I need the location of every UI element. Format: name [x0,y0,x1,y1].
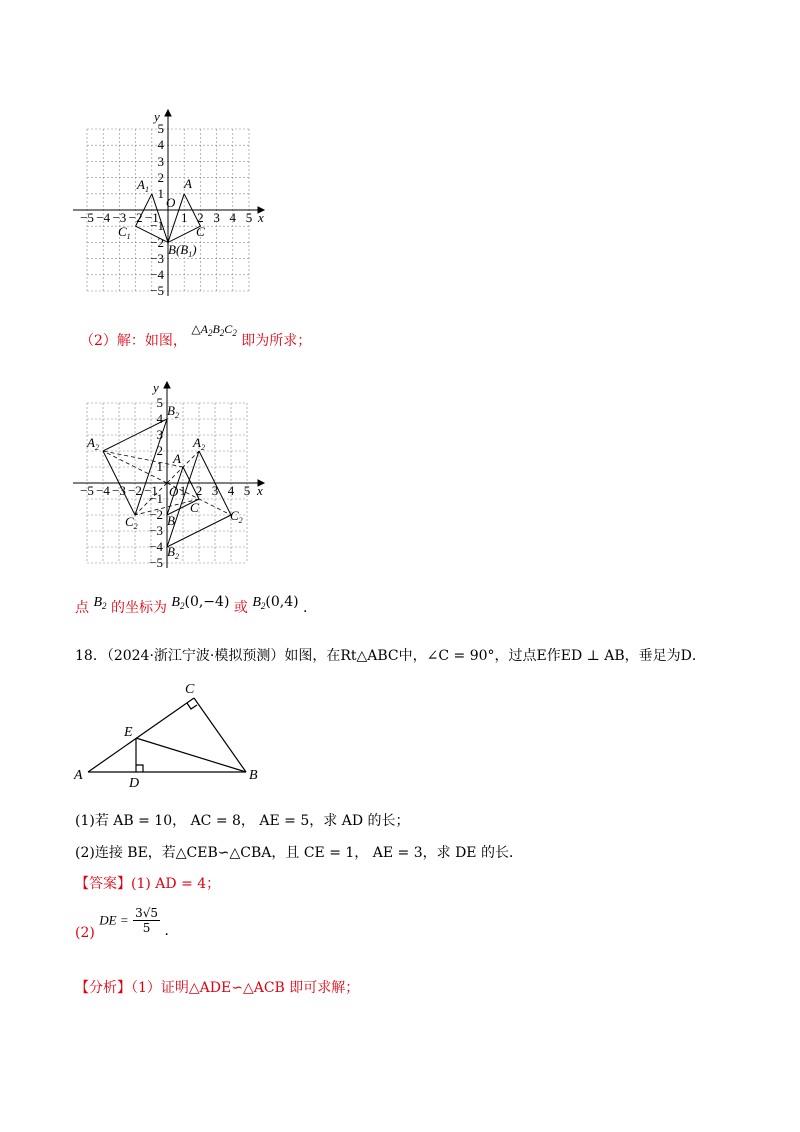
point-label-b: B [167,513,175,528]
axis-y-label: y [154,109,160,124]
answer-line-1 [75,874,220,894]
b2-symbol: $B_2$ [93,595,107,611]
tick-x: −3 [112,210,127,225]
tick-y: −4 [149,539,163,554]
b2-coordinate-line: 点 $B_2$ 的坐标为 $B_2(0,-4)$ 或 $B_2(0,4)$ . [75,594,308,616]
tick-y: 2 [156,443,163,458]
tick-x: 4 [229,210,237,225]
origin-label: O [169,484,179,499]
tick-y: 4 [156,411,163,426]
tick-y: 5 [157,121,164,136]
tick-y: −3 [149,523,163,538]
tick-x: 2 [197,210,204,225]
tick-x: −4 [96,210,111,225]
part2-line [80,322,312,355]
point-label-c2-left: $C_2$ [125,514,138,531]
sub-question-2: (2)连接 BE，若△CEB∽△CBA，且 CE = 1， AE = 3，求 DE 的长． [75,845,523,861]
point-label-c: C [196,224,205,239]
axis-x-label: x [258,210,264,225]
coordinate-graph-1 [70,108,270,300]
tick-y: −1 [150,218,164,233]
b2-coord-1: $B_2(0,-4)$ [171,594,230,611]
triangle-a2b2c2: $\triangle A_2B_2C_2$ [191,322,237,338]
fraction-3root5-over-5: $\frac{3√5}{5}$ [135,906,159,935]
part2-prefix: （2）解：如图， [80,333,187,349]
tick-x: 5 [243,483,251,498]
tick-x: 1 [179,483,187,498]
tick-x: 3 [211,483,219,498]
point-label-b2-bottom: $B_2$ [167,544,179,561]
tick-y: −1 [149,491,163,506]
point-label-a: A [173,451,181,466]
tick-y: 3 [156,427,163,442]
tick-x: −1 [144,210,159,225]
origin-label: O [166,195,176,210]
tick-x: −4 [96,483,110,498]
analysis-tag: 【分析】 [75,980,131,996]
b2-coord-2: $B_2(0,4)$ [252,594,299,611]
point-label-a2: $A_2$ [193,435,205,452]
tick-y: −3 [150,251,164,266]
tick-y: 1 [156,459,163,474]
part2-suffix: 即为所求； [241,333,312,349]
analysis-line [75,978,359,998]
axis-x-label: x [257,483,263,498]
point-label-a2-left: $A_2$ [87,435,99,452]
tick-y: 3 [157,154,164,169]
axis-y-label: y [153,380,159,395]
answer-tag: 【答案】 [75,876,131,892]
tick-y: −4 [150,267,164,282]
tick-x: 4 [227,483,235,498]
tick-x: −5 [80,483,94,498]
tick-x: −2 [128,210,143,225]
tick-y: 5 [156,395,163,410]
analysis-text: （1）证明△ADE∽△ACB 即可求解； [131,980,360,996]
answer-line-2: (2) DE = $\frac{3√5}{5}$ ． [75,906,179,941]
point-label-b: $B(B_1)$ [168,242,197,259]
point-label-c2-right: $C_2$ [230,508,243,525]
sub-question-1: (1)若 AB = 10， AC = 8， AE = 5，求 AD 的长； [75,813,410,829]
tick-x: 2 [195,483,203,498]
tick-y: 4 [157,137,164,152]
triangle-figure [70,676,270,788]
vertex-d: D [129,776,140,788]
de-label: DE = [99,912,129,928]
tick-x: 5 [245,210,253,225]
tick-x: −2 [128,483,142,498]
point-label-a1: $A_1$ [137,177,149,194]
point-label-c: C [190,500,199,515]
tick-y: 1 [157,186,164,201]
tick-y: −2 [150,235,164,250]
tick-x: −1 [144,483,158,498]
tick-y: −5 [150,283,164,298]
tick-x: 3 [213,210,220,225]
tick-x: 1 [180,210,188,225]
answer-1: (1) AD = 4； [131,876,221,892]
vertex-b: B [249,768,258,783]
tick-y: −2 [149,507,163,522]
vertex-c: C [185,682,195,697]
vertex-a: A [74,768,83,783]
vertex-e: E [124,725,133,740]
point-label-a: A [184,176,192,191]
tick-y: −5 [149,555,163,570]
tick-x: −5 [80,210,94,225]
question-18: 18．（2024·浙江宁波·模拟预测）如图，在Rt△ABC中，∠C = 90°，过点E作ED ⊥ AB，垂足为D． [75,648,706,664]
point-label-b2-top: $B_2$ [167,403,179,420]
point-label-c1: $C_1$ [118,224,131,241]
tick-x: −3 [112,483,126,498]
coordinate-graph-2 [70,378,270,572]
tick-y: 2 [157,170,164,185]
